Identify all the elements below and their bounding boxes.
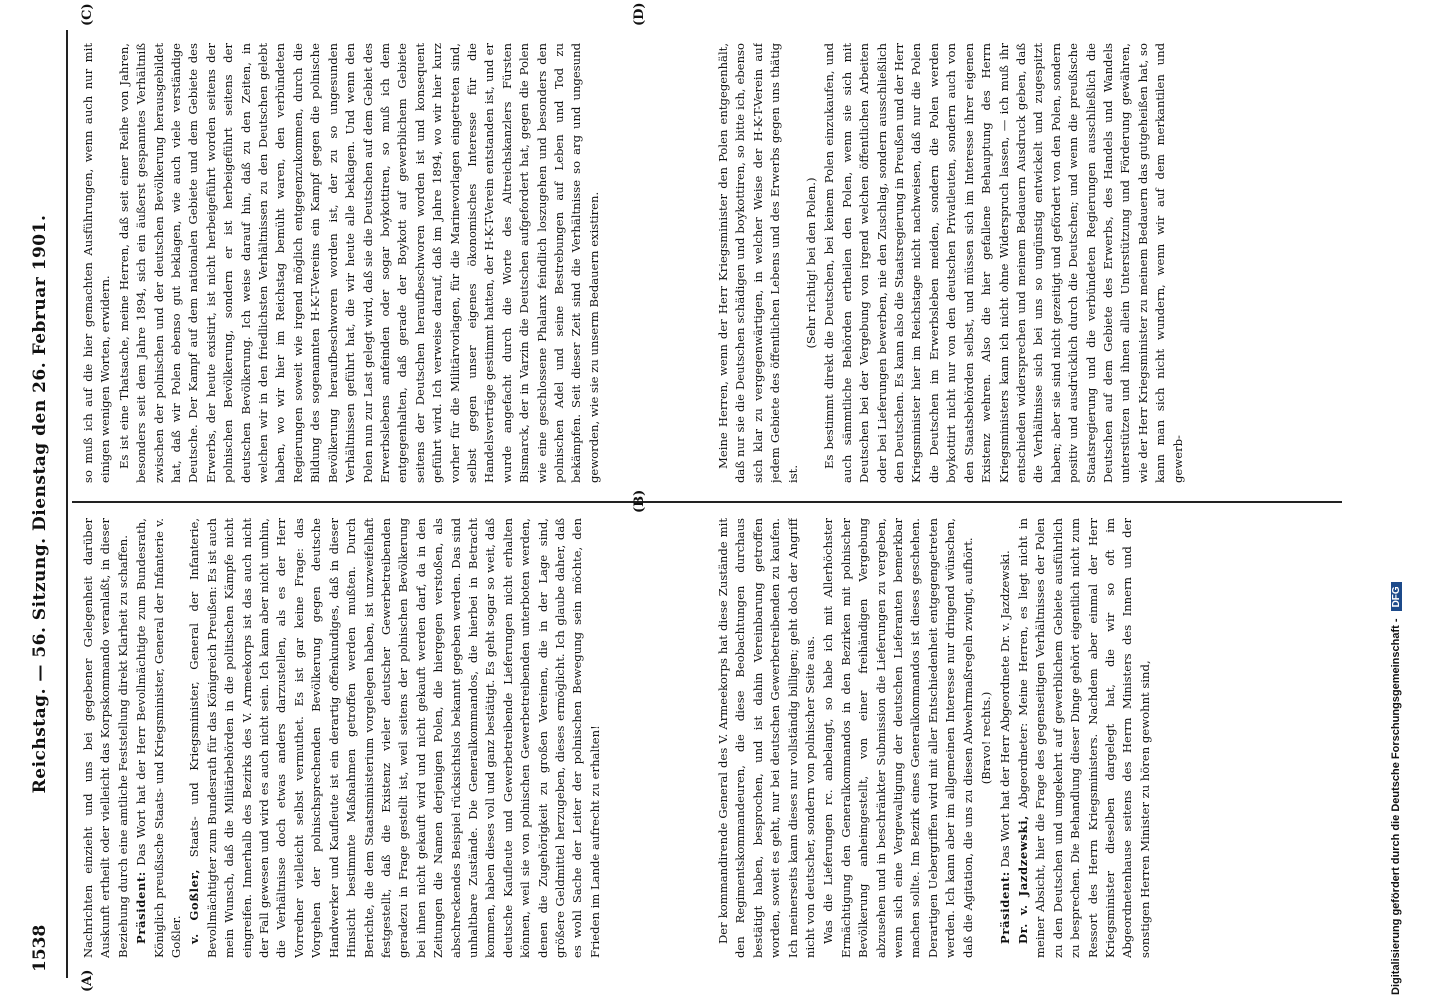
paragraph: Was die Lieferungen rc. anbelangt, so habe ich mit Allerhöchster Ermächtigung den Generalkommandos in den Bezirken mit polnischer Bevölkerung anheimgestellt, von einer freihändigen Vergebung abzusehen und in beschränkter Submission die Lieferungen zu vergeben, wenn sich eine Vergewaltigung der deutschen Lieferanten bemerkbar machen sollte. Im Bezirk eines Generalkommandos ist dieses geschehen. Derartigen Uebergriffen wird mit aller Entschiedenheit entgegengetreten werden. Ich kann aber im allgemeinen Interesse nur dringend wünschen, daß die Agitation, die uns zu diesen Abwehrmaßregeln zwingt, aufhört.: [821, 518, 975, 958]
speech-text: Abgeordneter: Meine Herren, es liegt nicht in meiner Absicht, hier die Frage des gegenseitigen Verhältnisses der Polen zu den Deutschen und umgekehrt auf gewerblichem Gebiete ausführlich zu besprechen. Die Behandlung dieser Dinge gehört eigentlich nicht zum Ressort des Herrn Kriegsministers. Nachdem aber einmal der Herr Kriegsminister dieselben dargelegt hat, die wir so oft im Abgeordnetenhause seitens des Herrn Ministers des Innern und der sonstigen Herren Minister zu hören gewohnt sind,: [1015, 518, 1152, 958]
digitization-credit: [1390, 5, 1402, 995]
column-b: [80, 43, 635, 483]
rotated-page: [20, 2, 1350, 992]
paragraph: Nachrichten einzieht und uns bei gegebener Gelegenheit darüber Auskunft ertheilt oder vielleicht das Korpskommando veranlaßt, in dieser Beziehung durch eine amtliche Feststellung direkt Klarheit zu schaffen.: [81, 518, 130, 958]
paragraph: [997, 518, 1014, 958]
margin-marker-a: (A): [80, 969, 95, 992]
margin-marker-b: (B): [632, 489, 647, 513]
page-number: 1538: [30, 924, 50, 972]
speaker-name: Präsident:: [997, 871, 1012, 944]
paragraph: Es bestimmt direkt die Deutschen, bei keinem Polen einzukaufen, und auch sämmtliche Behörden ertheilen den Polen, wenn sie sich mit Deutschen bei der Vergebung von irgend welchen öffentlichen Arbeiten oder bei Lieferungen bewerben, nie den Zuschlag, sondern ausschließlich den Deutschen. Es kann also die Staatsregierung in Preußen und der Herr Kriegsminister hier im Reichstage nicht nachweisen, daß nur die Polen die Deutschen im Erwerbsleben meiden, sondern die Polen werden boykottirt nicht nur von den deutschen Privatleuten, sondern auch von den Staatsbehörden selbst, und müssen sich im Interesse ihrer eigenen Existenz wehren. Also die hier gefallene Behauptung des Herrn Kriegsministers kann ich nicht ohne Widerspruch lassen, — ich muß ihr entschieden widersprechen und meinem Bedauern Ausdruck geben, daß die Verhältnisse sich bei uns so ungünstig entwickelt und zugespitzt haben; aber sie sind nicht gezeitigt und gefördert von den Polen, sondern positiv und ausdrücklich durch die Deutschen; und wenn die preußische Staatsregierung und die verbündeten Regierungen ausschließlich die Deutschen auf dem Gebiete des Erwerbs, des Handels und Wandels unterstützen und ihnen allein Unterstützung und Förderung gewähren, wie der Herr Kriegsminister zu meinem Bedauern das gutgeheißen hat, so kann man sich nicht wundern, wenn wir auf dem merkantilen und gewerb-: [822, 43, 1185, 483]
speech-text: Das Wort hat der Herr Bevollmächtigte zum Bundesrath, Königlich preußische Staats- und Kriegsminister, General der Infanterie v. Goßler.: [134, 518, 184, 958]
paragraph: [1015, 518, 1154, 958]
paragraph: [186, 518, 604, 958]
column-divider: [72, 501, 1342, 503]
speech-text: Das Wort hat der Herr Abgeordnete Dr. v. Jazdzewski.: [997, 550, 1012, 868]
dfg-logo: DFG: [1391, 582, 1402, 611]
paragraph: Meine Herren, wenn der Herr Kriegsminister den Polen entgegenhält, daß nur sie die Deutschen schädigen und boykottiren, so bitte ich, ebenso sich klar zu vergegenwärtigen, in welcher Weise der H-K-T-Verein auf jedem Gebiete des öffentlichen Lebens und des Erwerbs gegen uns thätig ist.: [716, 43, 800, 483]
margin-marker-c: (C): [80, 3, 95, 26]
running-title: Reichstag. — 56. Sitzung. Dienstag den 26. Februar 1901.: [30, 214, 50, 794]
credit-text: Digitalisierung gefördert durch die Deutsche Forschungsgemeinschaft -: [1390, 618, 1402, 995]
speaker-name: v. Goßler,: [187, 868, 202, 944]
paragraph: Es ist eine Thatsache, meine Herren, daß seit einer Reihe von Jahren, besonders seit dem Jahre 1894, sich ein äußerst gespanntes Verhältniß zwischen der polnischen und der deutschen Bevölkerung herausgebildet hat, daß wir Polen ebenso gut beklagen, wie auch viele verständige Deutsche. Der Kampf auf dem nationalen Gebiete und dem Gebiete des Erwerbs, der heute existirt, ist nicht herbeigeführt worden seitens der polnischen Bevölkerung, sondern er ist herbeigeführt seitens der deutschen Bevölkerung. Ich weise darauf hin, daß zu den Zeiten, in welchen wir in den friedlichsten Verhältnissen zu den Deutschen gelebt haben, wo wir hier im Reichstag bemüht waren, den verbündeten Regierungen soweit wie irgend möglich entgegenzukommen, durch die Bildung des sogenannten H-K-T-Vereins ein Kampf gegen die polnische Bevölkerung heraufbeschworen worden ist, der zu so ungesunden Verhältnissen geführt hat, die wir heute alle beklagen. Und wenn den Polen nun zur Last gelegt wird, daß sie die Deutschen auf dem Gebiet des Erwerbslebens anfeinden oder sogar boykottiren, so muß ich dem entgegenhalten, daß gerade der Boykott auf gewerblichem Gebiete seitens der Deutschen heraufbeschworen worden ist und konsequent geführt wird. Ich verweise darauf, daß im Jahre 1894, wo wir hier kurz vorher für die Militärvorlagen, für die Marinevorlagen eingetreten sind, selbst gegen unser eigenes ökonomisches Interesse für die Handelsverträge gestimmt hatten, der H-K-T-Verein entstanden ist, und er wurde angefacht durch die Worte des Altreichskanzlers Fürsten Bismarck, der in Varzin die Deutschen aufgefordert hat, gegen die Polen wie eine geschlossene Phalanx feindlich loszugehen und besonders den polnischen Adel und seine Bestrebungen auf Leben und Tod zu bekämpfen. Seit dieser Zeit sind die Verhältnisse so arg und ungesund geworden, wie sie zu unserm Bedauern existiren.: [116, 43, 601, 483]
column-a: [80, 518, 635, 958]
column-c: [715, 518, 1300, 958]
speech-text: Staats- und Kriegsminister, General der Infanterie, Bevollmächtigter zum Bundesrath für das Königreich Preußen: Es ist auch mein Wunsch, daß die Militärbehörden in die politischen Kämpfe nicht eingreifen. Innerhalb des Bezirks des V. Armeekorps ist das auch nicht der Fall gewesen und wird es auch nicht sein. Ich kann aber nicht umhin, die Verhältnisse doch etwas anders darzustellen, als es der Herr Vorredner vielleicht selbst vermuthet. Es ist gar keine Frage: das Vorgehen der polnischsprechenden Bevölkerung gegen deutsche Handwerker und Kaufleute ist ein derartig offenkundiges, daß in dieser Hinsicht bestimmte Maßnahmen getroffen werden mußten. Durch Berichte, die dem Staatsministerium vorgelegen haben, ist unzweifelhaft festgestellt, daß die Existenz vieler deutscher Gewerbetreibenden geradezu in Frage gestellt ist, weil seitens der polnischen Bevölkerung bei ihnen nicht gekauft wird und nicht gekauft werden darf, da in den Zeitungen die Namen derjenigen Polen, die hiergegen verstoßen, als abschreckendes Beispiel rücksichtslos bekannt gegeben werden. Das sind unhaltbare Zustände. Die Generalkommandos, die hierbei in Betracht kommen, haben dieses voll und ganz bestätigt. Es geht sogar so weit, daß deutsche Kaufleute und Gewerbetreibende Lieferungen nicht erhalten können, weil sie von polnischen Gewerbetreibenden unterboten werden, denen die Zugehörigkeit zu großen Vereinen, die in der Lage sind, größere Geldmittel herzugeben, dieses ermöglicht. Ich glaube daher, daß es wohl Sache der Leiter der polnischen Bewegung sein möchte, den Frieden im Lande aufrecht zu erhalten!: [187, 518, 602, 958]
paragraph: [133, 518, 185, 958]
interjection: (Bravo! rechts.): [979, 691, 994, 785]
interjection: (Sehr richtig! bei den Polen.): [804, 177, 819, 349]
header-rule: [66, 30, 68, 978]
margin-marker-d: (D): [632, 2, 647, 26]
page-header: [20, 30, 70, 978]
column-d: [715, 43, 1300, 483]
paragraph: Der kommandirende General des V. Armeekorps hat diese Zustände mit den Regimentskommandeuren, die diese Beobachtungen durchaus bestätigt haben, besprochen, und ist dahin Vereinbarung getroffen worden, soweit es geht, nur bei deutschen Gewerbetreibenden zu kaufen. Ich meinerseits kann dieses nur vollständig billigen; geht doch der Angriff nicht von deutscher, sondern von polnischer Seite aus.: [716, 518, 818, 958]
paragraph: so muß ich auf die hier gemachten Ausführungen, wenn auch nur mit einigen wenigen Worten, erwidern.: [81, 43, 113, 483]
speaker-name: Präsident:: [134, 871, 149, 944]
speaker-name: Dr. v. Jazdzewski,: [1015, 815, 1030, 944]
